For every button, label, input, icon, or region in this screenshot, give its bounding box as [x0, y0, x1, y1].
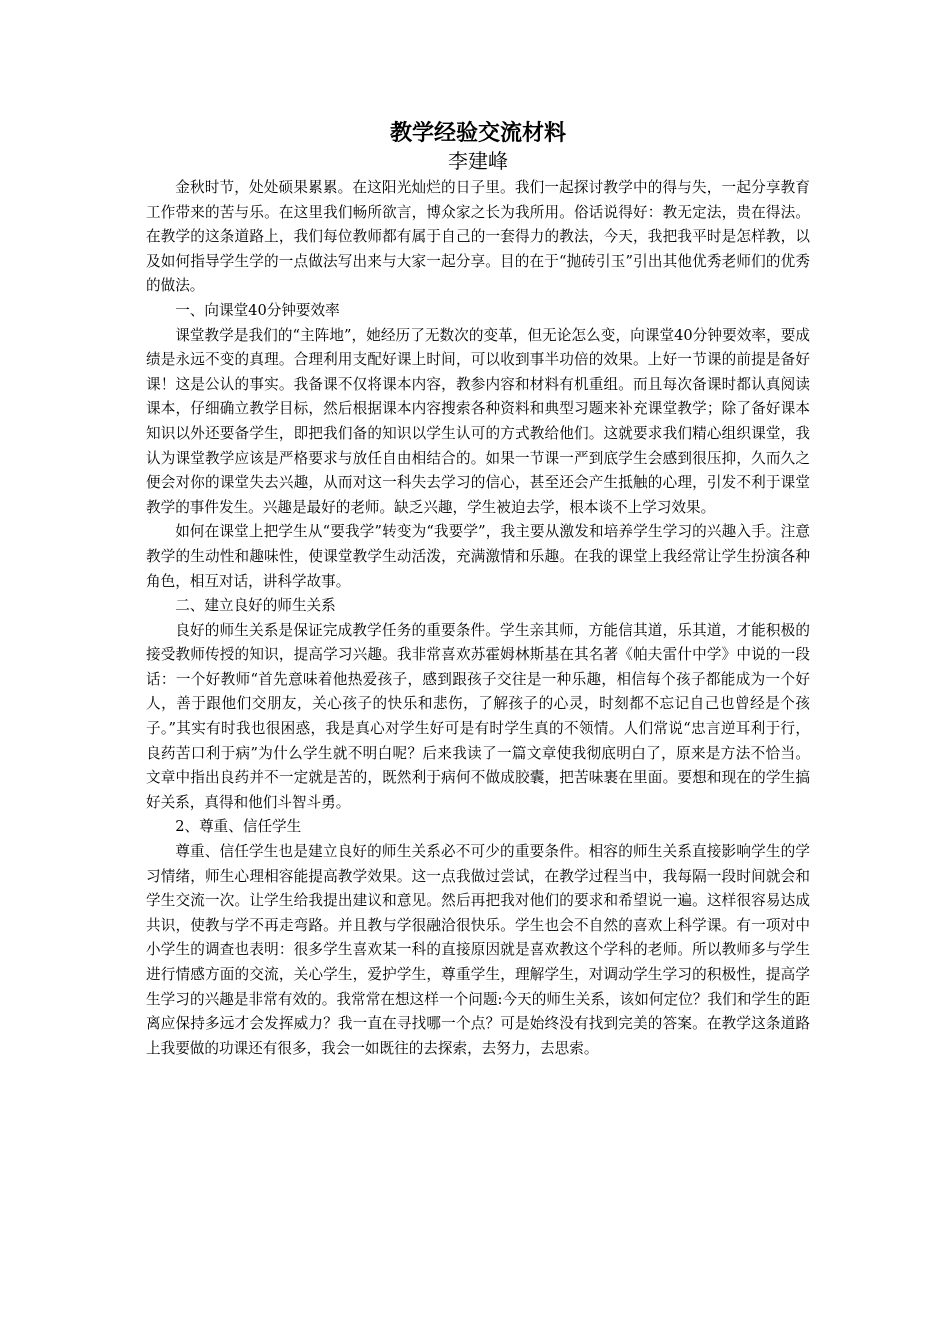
- document-page: [146, 118, 810, 1061]
- paragraph-respect: 尊重、信任学生也是建立良好的师生关系必不可少的重要条件。相容的师生关系直接影响学生的学习情绪，师生心理相容能提高教学效果。这一点我做过尝试，在教学过程当中，我每隔一段时间就会和学生交流一次。让学生给我提出建议和意见。然后再把我对他们的要求和希望说一遍。这样很容易达成共识，使教与学不再走弯路。并且教与学很融洽很快乐。学生也会不自然的喜欢上科学课。有一项对中小学生的调查也表明：很多学生喜欢某一科的直接原因就是喜欢教这个学科的老师。所以教师多与学生进行情感方面的交流，关心学生，爱护学生，尊重学生，理解学生，对调动学生学习的积极性，提高学生学习的兴趣是非常有效的。我常常在想这样一个问题:今天的师生关系，该如何定位？我们和学生的距离应保持多远才会发挥威力？我一直在寻找哪一个点？可是始终没有找到完美的答案。在教学这条道路上我要做的功课还有很多，我会一如既往的去探索，去努力，去思索。: [146, 843, 810, 1057]
- section-heading-1: 一、向课堂40分钟要效率: [175, 301, 340, 319]
- paragraph-interest: 如何在课堂上把学生从“要我学”转变为“我要学”，我主要从激发和培养学生学习的兴趣入手。注意教学的生动性和趣味性，使课堂教学生动活泼，充满激情和乐趣。在我的课堂上我经常让学生扮演各种角色，相互对话，讲科学故事。: [146, 523, 810, 590]
- document-title: 教学经验交流材料: [389, 120, 566, 146]
- paragraph-classroom-efficiency: 课堂教学是我们的“主阵地”，她经历了无数次的变革，但无论怎么变，向课堂40分钟要效率，要成绩是永远不变的真理。合理利用支配好课上时间，可以收到事半功倍的效果。上好一节课的前提是备好课！这是公认的事实。我备课不仅将课本内容，教参内容和材料有机重组。而且每次备课时都认真阅读课本，仔细确立教学目标，然后根据课本内容搜索各种资料和典型习题来补充课堂教学；除了备好课本知识以外还要备学生，即把我们备的知识以学生认可的方式教给他们。这就要求我们精心组织课堂，我认为课堂教学应该是严格要求与放任自由相结合的。如果一节课一严到底学生会感到很压抑，久而久之便会对你的课堂失去兴趣，从而对这一科失去学习的信心，甚至还会产生抵触的心理，引发不利于课堂教学的事件发生。兴趣是最好的老师。缺乏兴趣，学生被迫去学，根本谈不上学习效果。: [146, 326, 810, 516]
- section-heading-2: 二、建立良好的师生关系: [175, 597, 336, 615]
- document-author: 李建峰: [448, 149, 508, 173]
- paragraph-intro: 金秋时节，处处硕果累累。在这阳光灿烂的日子里。我们一起探讨教学中的得与失，一起分享教育工作带来的苦与乐。在这里我们畅所欲言，博众家之长为我所用。俗话说得好：教无定法，贵在得法。在教学的这条道路上，我们每位教师都有属于自己的一套得力的教法，今天，我把我平时是怎样教，以及如何指导学生学的一点做法写出来与大家一起分享。目的在于“抛砖引玉”引出其他优秀老师们的优秀的做法。: [146, 179, 810, 295]
- subsection-heading-respect: 2、尊重、信任学生: [175, 818, 302, 836]
- paragraph-relationship: 良好的师生关系是保证完成教学任务的重要条件。学生亲其师，方能信其道，乐其道，才能积极的接受教师传授的知识，提高学习兴趣。我非常喜欢苏霍姆林斯基在其名著《帕夫雷什中学》中说的一段话：一个好教师“首先意味着他热爱孩子，感到跟孩子交往是一种乐趣，相信每个孩子都能成为一个好人，善于跟他们交朋友，关心孩子的快乐和悲伤，了解孩子的心灵，时刻都不忘记自己也曾经是个孩子。”其实有时我也很困惑，我是真心对学生好可是有时学生真的不领情。人们常说“忠言逆耳利于行，良药苦口利于病”为什么学生就不明白呢？后来我读了一篇文章使我彻底明白了，原来是方法不恰当。文章中指出良药并不一定就是苦的，既然利于病何不做成胶囊，把苦味裹在里面。要想和现在的学生搞好关系，真得和他们斗智斗勇。: [146, 621, 810, 811]
